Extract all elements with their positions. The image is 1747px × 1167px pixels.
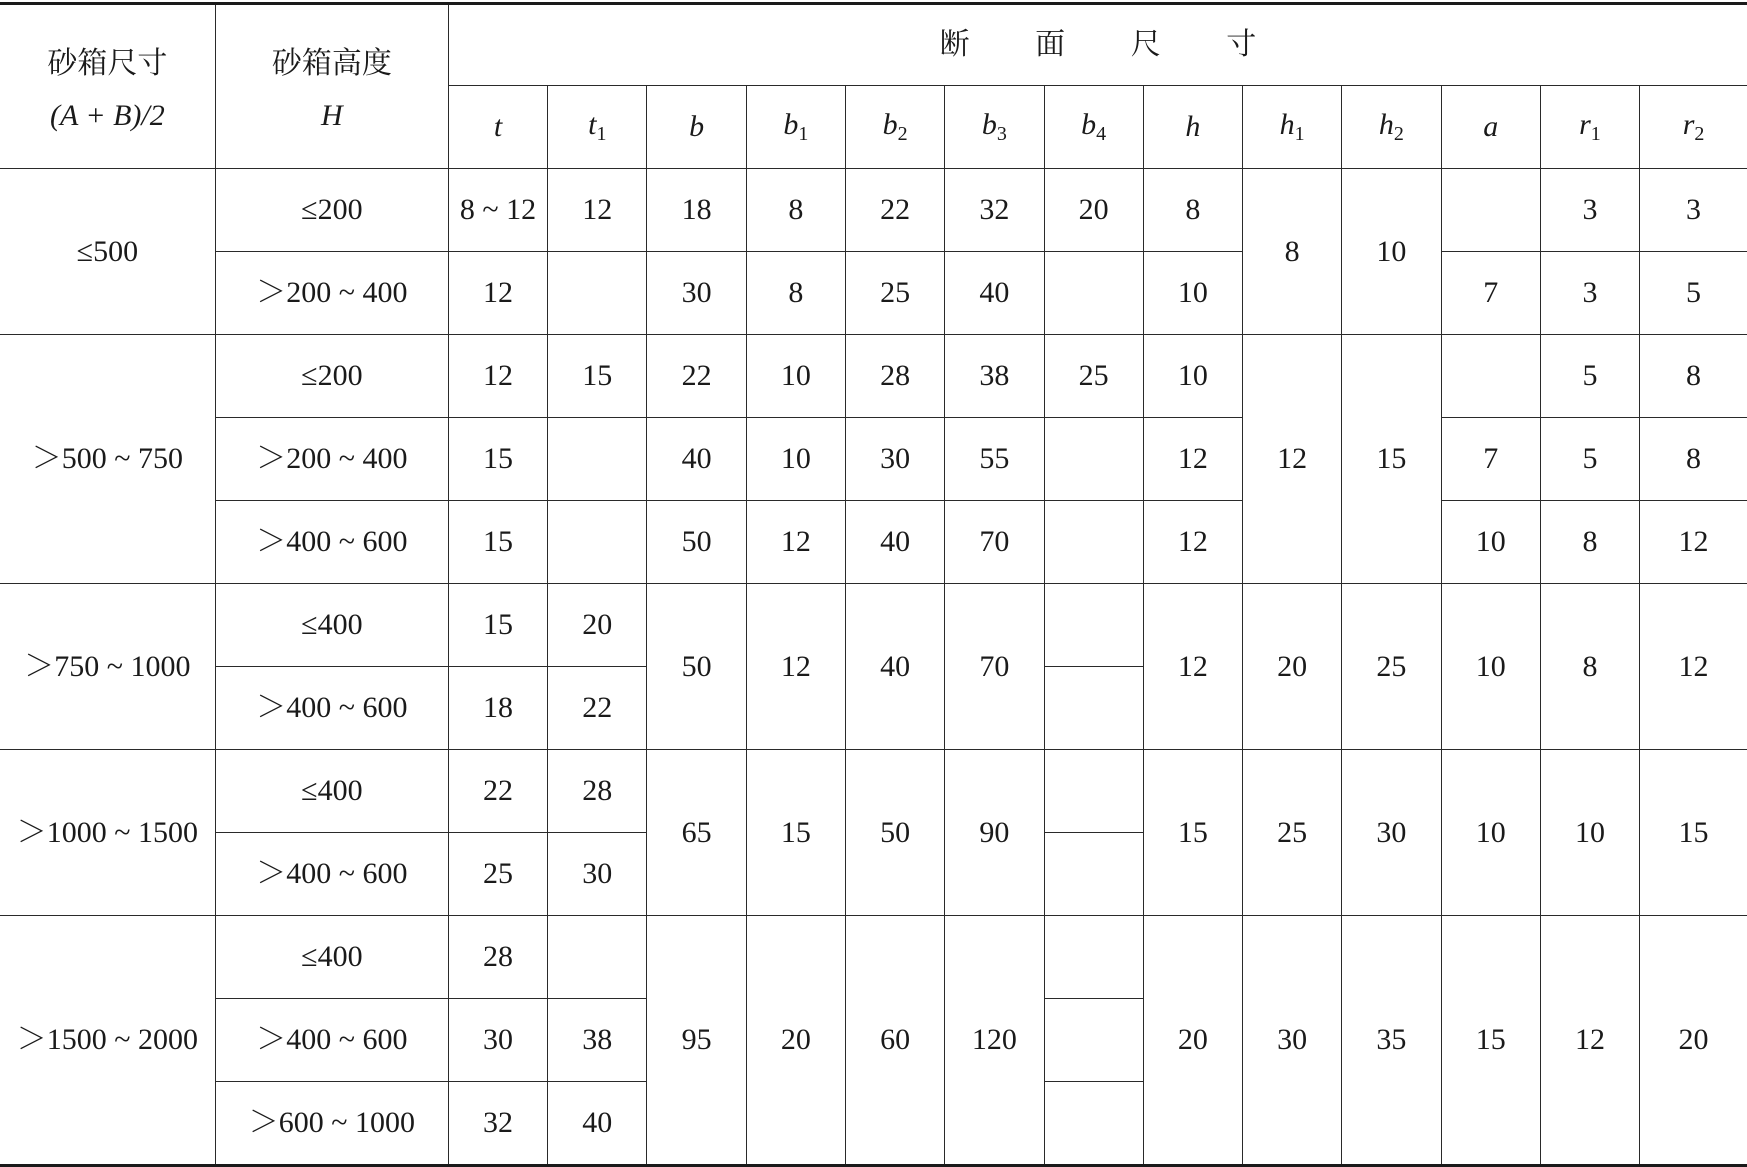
cell-b2: 25 [845,252,944,335]
symbol-label: h [1185,110,1201,143]
cell-r2: 5 [1640,252,1747,335]
cell-b: 40 [647,418,746,501]
cell-h1: 30 [1243,916,1342,1166]
cell-t: 32 [448,1082,547,1166]
cell-t1: 15 [548,335,647,418]
table-row [0,252,1747,335]
cell-r1: 5 [1540,418,1639,501]
cell-a [1441,335,1540,418]
cell-box-size: ＞1000 ~ 1500 [0,750,215,916]
cell-a: 15 [1441,916,1540,1166]
header-symbol-b [647,86,746,169]
header-symbol-t [448,86,547,169]
header-size-label: 砂箱尺寸 [47,45,168,81]
cell-r2: 12 [1640,584,1747,750]
cell-a: 10 [1441,501,1540,584]
cell-h1: 20 [1243,584,1342,750]
table-row [0,169,1747,252]
header-symbol-b2 [845,86,944,169]
cell-t: 22 [448,750,547,833]
cell-b1: 20 [746,916,845,1166]
cell-h: 10 [1143,335,1242,418]
table-row [0,418,1747,501]
symbol-label: $b_2$ [882,108,908,145]
cell-t: 15 [448,501,547,584]
cell-b1: 10 [746,418,845,501]
cell-box-height: ＞600 ~ 1000 [215,1082,448,1166]
cell-b: 95 [647,916,746,1166]
cell-b3: 70 [945,501,1044,584]
cell-b: 18 [647,169,746,252]
cell-box-height: ≤200 [215,335,448,418]
cell-box-size: ＞750 ~ 1000 [0,584,215,750]
cell-h2: 15 [1342,335,1441,584]
cell-box-size: ＞500 ~ 750 [0,335,215,584]
symbol-label: a [1483,110,1499,143]
cell-r2: 8 [1640,418,1747,501]
cell-h2: 30 [1342,750,1441,916]
header-symbol-b3 [945,86,1044,169]
header-section-label: 断 面 尺 寸 [939,27,1285,62]
cell-b3: 40 [945,252,1044,335]
cell-t: 15 [448,584,547,667]
cell-b4 [1044,252,1143,335]
header-size-cell [0,4,215,169]
cell-r1: 8 [1540,501,1639,584]
cell-r1: 3 [1540,169,1639,252]
cell-b1: 15 [746,750,845,916]
symbol-label: $b_4$ [1081,108,1107,145]
symbol-label: $r_2$ [1682,108,1705,145]
cell-h1: 8 [1243,169,1342,335]
cell-box-height: ＞200 ~ 400 [215,252,448,335]
header-symbol-h2 [1342,86,1441,169]
header-symbol-t1 [548,86,647,169]
cell-b1: 10 [746,335,845,418]
cell-box-height: ＞400 ~ 600 [215,999,448,1082]
cell-t: 12 [448,335,547,418]
symbol-label: b [689,110,705,143]
cell-box-height: ≤400 [215,750,448,833]
cell-r2: 20 [1640,916,1747,1166]
cell-b4: 20 [1044,169,1143,252]
cell-b3: 55 [945,418,1044,501]
cell-h: 10 [1143,252,1242,335]
cell-b1: 12 [746,584,845,750]
cell-a: 7 [1441,252,1540,335]
cell-h1: 12 [1243,335,1342,584]
cell-t1 [548,916,647,999]
cell-r1: 10 [1540,750,1639,916]
cell-t: 15 [448,418,547,501]
symbol-label: $r_1$ [1579,108,1601,145]
table-row [0,750,1747,833]
cell-b2: 28 [845,335,944,418]
cell-h: 12 [1143,418,1242,501]
cell-box-height: ＞200 ~ 400 [215,418,448,501]
cell-box-height: ＞400 ~ 600 [215,501,448,584]
cell-b2: 40 [845,501,944,584]
cell-b3: 70 [945,584,1044,750]
cell-a: 7 [1441,418,1540,501]
cell-t: 28 [448,916,547,999]
cell-b: 50 [647,584,746,750]
cell-b3: 32 [945,169,1044,252]
cell-b2: 50 [845,750,944,916]
cell-box-size: ＞1500 ~ 2000 [0,916,215,1166]
cell-box-size: ≤500 [0,169,215,335]
cell-b4 [1044,1082,1143,1166]
cell-b4 [1044,833,1143,916]
cell-h: 20 [1143,916,1242,1166]
section-dimension-table [0,2,1747,1167]
header-symbol-r1 [1540,86,1639,169]
cell-box-height: ≤400 [215,584,448,667]
header-symbol-h1 [1243,86,1342,169]
cell-t1: 20 [548,584,647,667]
header-symbol-b1 [746,86,845,169]
header-symbol-a [1441,86,1540,169]
cell-b4 [1044,667,1143,750]
cell-h1: 25 [1243,750,1342,916]
cell-b4 [1044,584,1143,667]
header-symbol-r2 [1640,86,1747,169]
cell-box-height: ≤200 [215,169,448,252]
header-size-formula: (A + B)/2 [50,98,165,132]
cell-b: 22 [647,335,746,418]
cell-h2: 35 [1342,916,1441,1166]
cell-t1: 28 [548,750,647,833]
cell-b3: 38 [945,335,1044,418]
header-section-cell [448,4,1747,86]
cell-b4 [1044,418,1143,501]
cell-b4 [1044,999,1143,1082]
header-height-label: 砂箱高度 [271,45,392,81]
symbol-label: t [493,110,503,143]
cell-h: 12 [1143,584,1242,750]
cell-t1 [548,252,647,335]
cell-b: 30 [647,252,746,335]
table-row [0,584,1747,667]
cell-a [1441,169,1540,252]
header-row-1 [0,4,1747,86]
cell-r2: 12 [1640,501,1747,584]
symbol-label: $t_1$ [588,108,607,145]
cell-b2: 60 [845,916,944,1166]
cell-b: 50 [647,501,746,584]
cell-b4 [1044,750,1143,833]
cell-t1: 30 [548,833,647,916]
cell-t1: 38 [548,999,647,1082]
cell-t1 [548,418,647,501]
cell-r2: 3 [1640,169,1747,252]
cell-r2: 8 [1640,335,1747,418]
cell-b3: 90 [945,750,1044,916]
cell-t: 8 ~ 12 [448,169,547,252]
cell-box-height: ＞400 ~ 600 [215,667,448,750]
cell-b2: 22 [845,169,944,252]
cell-b2: 30 [845,418,944,501]
header-symbol-h [1143,86,1242,169]
cell-h: 15 [1143,750,1242,916]
symbol-label: $b_1$ [783,108,809,145]
cell-b4: 25 [1044,335,1143,418]
cell-t1: 12 [548,169,647,252]
symbol-label: $h_1$ [1279,108,1305,145]
cell-r1: 8 [1540,584,1639,750]
cell-b3: 120 [945,916,1044,1166]
cell-h: 12 [1143,501,1242,584]
cell-t1 [548,501,647,584]
symbol-label: $b_3$ [981,108,1007,145]
cell-r1: 3 [1540,252,1639,335]
cell-b4 [1044,916,1143,999]
table-row [0,916,1747,999]
header-height-symbol: H [321,98,343,132]
cell-b1: 8 [746,169,845,252]
cell-b1: 8 [746,252,845,335]
cell-box-height: ＞400 ~ 600 [215,833,448,916]
cell-t1: 22 [548,667,647,750]
cell-r2: 15 [1640,750,1747,916]
cell-r1: 12 [1540,916,1639,1166]
cell-h2: 10 [1342,169,1441,335]
cell-a: 10 [1441,584,1540,750]
cell-b1: 12 [746,501,845,584]
cell-h: 8 [1143,169,1242,252]
cell-box-height: ≤400 [215,916,448,999]
cell-b4 [1044,501,1143,584]
header-symbol-b4 [1044,86,1143,169]
cell-t1: 40 [548,1082,647,1166]
header-height-cell [215,4,448,169]
cell-b: 65 [647,750,746,916]
cell-r1: 5 [1540,335,1639,418]
table-row [0,501,1747,584]
table-row [0,335,1747,418]
cell-t: 12 [448,252,547,335]
cell-a: 10 [1441,750,1540,916]
cell-h2: 25 [1342,584,1441,750]
symbol-label: $h_2$ [1378,108,1404,145]
cell-t: 18 [448,667,547,750]
cell-t: 25 [448,833,547,916]
cell-b2: 40 [845,584,944,750]
cell-t: 30 [448,999,547,1082]
